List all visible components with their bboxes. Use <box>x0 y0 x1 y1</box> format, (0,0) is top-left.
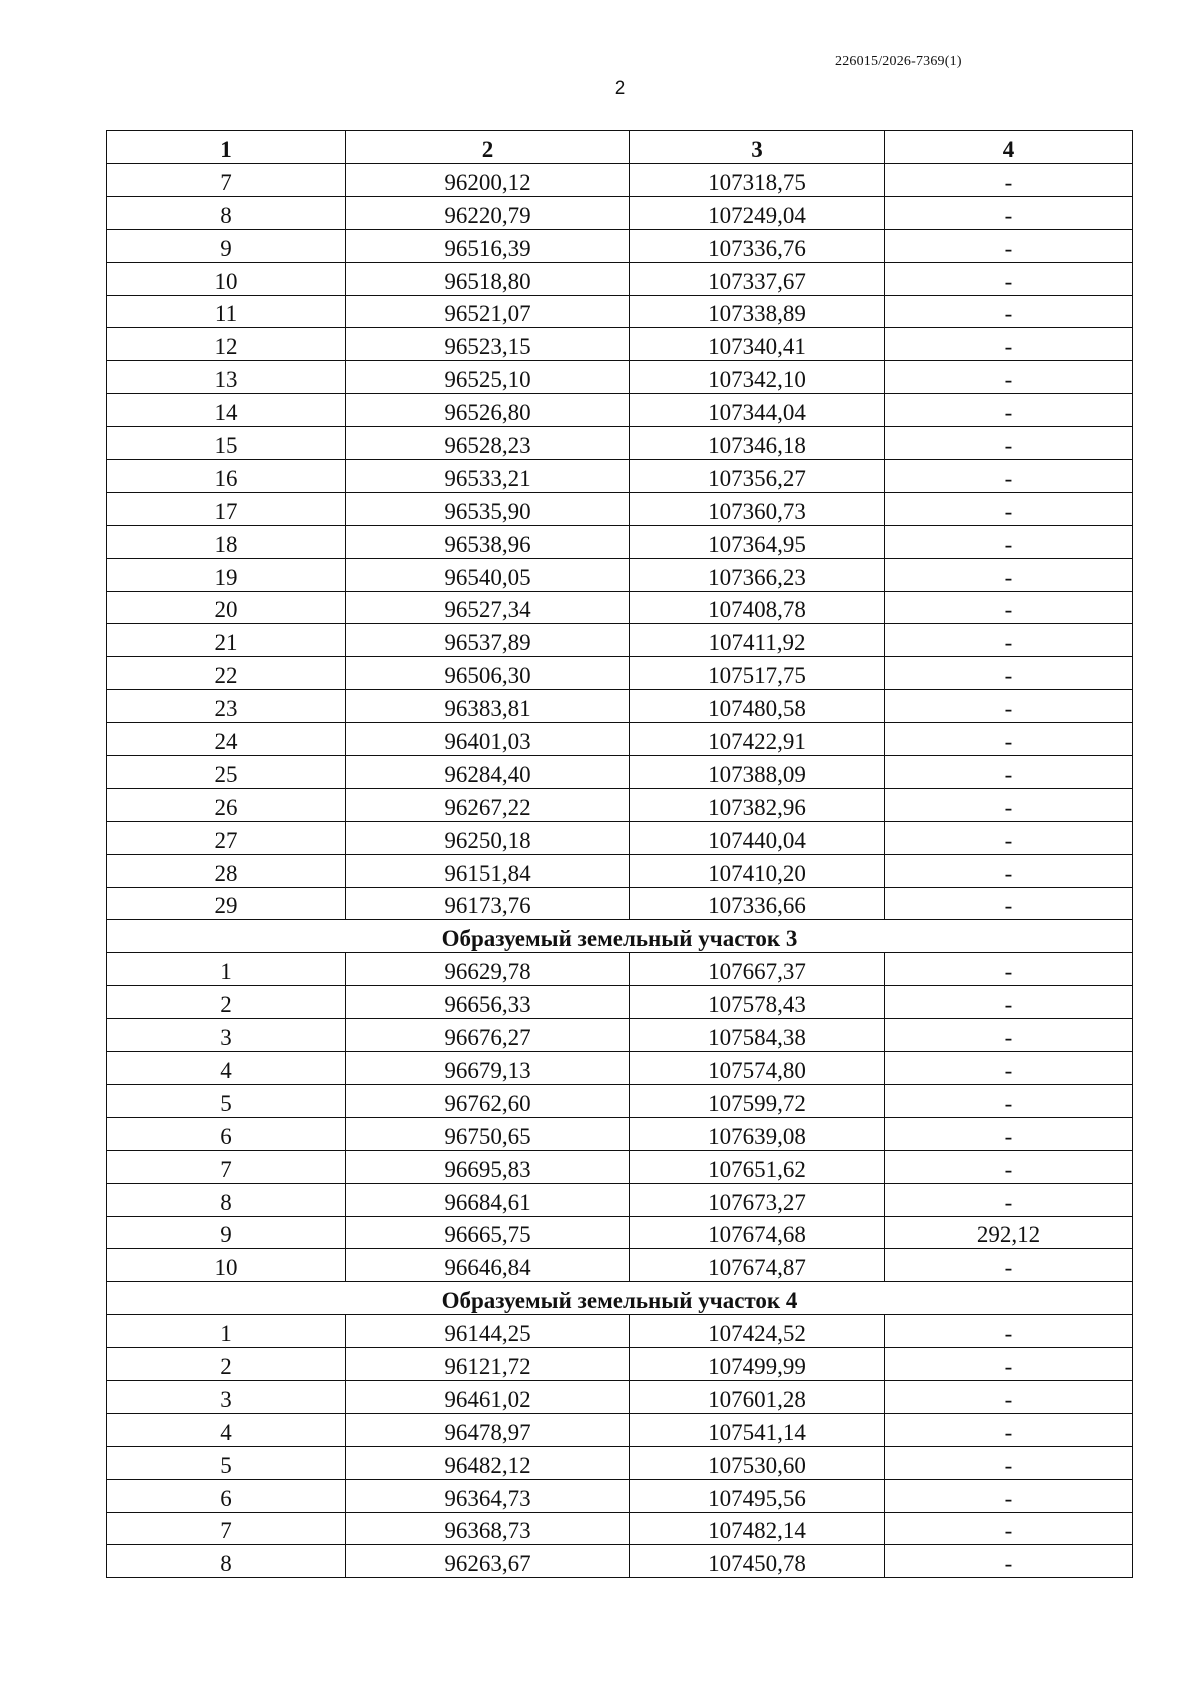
x-coordinate-cell: 96695,83 <box>346 1150 630 1183</box>
x-coordinate-cell: 96478,97 <box>346 1413 630 1446</box>
point-number-cell: 6 <box>107 1479 346 1512</box>
point-number-cell: 7 <box>107 1512 346 1545</box>
point-number-cell: 1 <box>107 953 346 986</box>
value-cell: - <box>885 1348 1133 1381</box>
value-cell: - <box>885 1150 1133 1183</box>
section-header-row <box>107 920 1133 953</box>
x-coordinate-cell: 96461,02 <box>346 1380 630 1413</box>
x-coordinate-cell: 96220,79 <box>346 196 630 229</box>
point-number-cell: 29 <box>107 887 346 920</box>
y-coordinate-cell: 107249,04 <box>630 196 885 229</box>
x-coordinate-cell: 96538,96 <box>346 525 630 558</box>
value-cell: - <box>885 1413 1133 1446</box>
y-coordinate-cell: 107599,72 <box>630 1084 885 1117</box>
point-number-cell: 3 <box>107 1019 346 1052</box>
table-row <box>107 196 1133 229</box>
table-row <box>107 1315 1133 1348</box>
y-coordinate-cell: 107517,75 <box>630 657 885 690</box>
table-row <box>107 887 1133 920</box>
y-coordinate-cell: 107424,52 <box>630 1315 885 1348</box>
table-row <box>107 1348 1133 1381</box>
y-coordinate-cell: 107674,87 <box>630 1249 885 1282</box>
table-row <box>107 1413 1133 1446</box>
point-number-cell: 20 <box>107 591 346 624</box>
x-coordinate-cell: 96144,25 <box>346 1315 630 1348</box>
y-coordinate-cell: 107318,75 <box>630 164 885 197</box>
x-coordinate-cell: 96263,67 <box>346 1545 630 1578</box>
point-number-cell: 16 <box>107 460 346 493</box>
table-row <box>107 1446 1133 1479</box>
y-coordinate-cell: 107480,58 <box>630 690 885 723</box>
page-number: 2 <box>614 78 626 99</box>
y-coordinate-cell: 107336,76 <box>630 229 885 262</box>
y-coordinate-cell: 107356,27 <box>630 460 885 493</box>
point-number-cell: 14 <box>107 394 346 427</box>
table-row <box>107 361 1133 394</box>
value-cell: - <box>885 361 1133 394</box>
point-number-cell: 8 <box>107 1545 346 1578</box>
y-coordinate-cell: 107574,80 <box>630 1052 885 1085</box>
table-row <box>107 394 1133 427</box>
table-header <box>107 131 1133 164</box>
y-coordinate-cell: 107344,04 <box>630 394 885 427</box>
table-row <box>107 1545 1133 1578</box>
table-row <box>107 1084 1133 1117</box>
value-cell: 292,12 <box>885 1216 1133 1249</box>
point-number-cell: 26 <box>107 788 346 821</box>
point-number-cell: 8 <box>107 196 346 229</box>
x-coordinate-cell: 96121,72 <box>346 1348 630 1381</box>
y-coordinate-cell: 107578,43 <box>630 986 885 1019</box>
section-title: Образуемый земельный участок 3 <box>107 920 1133 953</box>
x-coordinate-cell: 96646,84 <box>346 1249 630 1282</box>
table-row <box>107 427 1133 460</box>
table-row <box>107 1183 1133 1216</box>
section-title: Образуемый земельный участок 4 <box>107 1282 1133 1315</box>
y-coordinate-cell: 107584,38 <box>630 1019 885 1052</box>
point-number-cell: 22 <box>107 657 346 690</box>
x-coordinate-cell: 96173,76 <box>346 887 630 920</box>
table-row <box>107 953 1133 986</box>
y-coordinate-cell: 107360,73 <box>630 492 885 525</box>
point-number-cell: 6 <box>107 1117 346 1150</box>
point-number-cell: 21 <box>107 624 346 657</box>
table-row <box>107 229 1133 262</box>
header-row <box>107 131 1133 164</box>
value-cell: - <box>885 558 1133 591</box>
y-coordinate-cell: 107337,67 <box>630 262 885 295</box>
x-coordinate-cell: 96482,12 <box>346 1446 630 1479</box>
table-row <box>107 558 1133 591</box>
point-number-cell: 5 <box>107 1084 346 1117</box>
y-coordinate-cell: 107530,60 <box>630 1446 885 1479</box>
table-row <box>107 328 1133 361</box>
document-number: 226015/2026-7369(1) <box>835 54 962 69</box>
y-coordinate-cell: 107450,78 <box>630 1545 885 1578</box>
x-coordinate-cell: 96679,13 <box>346 1052 630 1085</box>
value-cell: - <box>885 460 1133 493</box>
table-row <box>107 854 1133 887</box>
y-coordinate-cell: 107673,27 <box>630 1183 885 1216</box>
point-number-cell: 28 <box>107 854 346 887</box>
column-header-3: 3 <box>630 131 885 164</box>
table-row <box>107 525 1133 558</box>
table-row <box>107 262 1133 295</box>
value-cell: - <box>885 1545 1133 1578</box>
table-row <box>107 1216 1133 1249</box>
x-coordinate-cell: 96762,60 <box>346 1084 630 1117</box>
table-row <box>107 164 1133 197</box>
value-cell: - <box>885 788 1133 821</box>
x-coordinate-cell: 96200,12 <box>346 164 630 197</box>
x-coordinate-cell: 96506,30 <box>346 657 630 690</box>
x-coordinate-cell: 96401,03 <box>346 723 630 756</box>
column-header-2: 2 <box>346 131 630 164</box>
table-row <box>107 1052 1133 1085</box>
y-coordinate-cell: 107422,91 <box>630 723 885 756</box>
y-coordinate-cell: 107541,14 <box>630 1413 885 1446</box>
x-coordinate-cell: 96676,27 <box>346 1019 630 1052</box>
table-row <box>107 1512 1133 1545</box>
table-row <box>107 723 1133 756</box>
value-cell: - <box>885 394 1133 427</box>
x-coordinate-cell: 96537,89 <box>346 624 630 657</box>
value-cell: - <box>885 986 1133 1019</box>
x-coordinate-cell: 96267,22 <box>346 788 630 821</box>
table-row <box>107 1380 1133 1413</box>
point-number-cell: 2 <box>107 1348 346 1381</box>
table-row <box>107 591 1133 624</box>
point-number-cell: 4 <box>107 1413 346 1446</box>
x-coordinate-cell: 96525,10 <box>346 361 630 394</box>
x-coordinate-cell: 96527,34 <box>346 591 630 624</box>
y-coordinate-cell: 107410,20 <box>630 854 885 887</box>
y-coordinate-cell: 107411,92 <box>630 624 885 657</box>
y-coordinate-cell: 107499,99 <box>630 1348 885 1381</box>
value-cell: - <box>885 756 1133 789</box>
value-cell: - <box>885 295 1133 328</box>
value-cell: - <box>885 229 1133 262</box>
x-coordinate-cell: 96526,80 <box>346 394 630 427</box>
x-coordinate-cell: 96528,23 <box>346 427 630 460</box>
x-coordinate-cell: 96629,78 <box>346 953 630 986</box>
point-number-cell: 5 <box>107 1446 346 1479</box>
value-cell: - <box>885 657 1133 690</box>
x-coordinate-cell: 96151,84 <box>346 854 630 887</box>
table-row <box>107 1117 1133 1150</box>
value-cell: - <box>885 1315 1133 1348</box>
point-number-cell: 12 <box>107 328 346 361</box>
y-coordinate-cell: 107667,37 <box>630 953 885 986</box>
y-coordinate-cell: 107495,56 <box>630 1479 885 1512</box>
y-coordinate-cell: 107346,18 <box>630 427 885 460</box>
y-coordinate-cell: 107338,89 <box>630 295 885 328</box>
value-cell: - <box>885 1052 1133 1085</box>
x-coordinate-cell: 96368,73 <box>346 1512 630 1545</box>
table-row <box>107 690 1133 723</box>
table-row <box>107 986 1133 1019</box>
y-coordinate-cell: 107340,41 <box>630 328 885 361</box>
y-coordinate-cell: 107336,66 <box>630 887 885 920</box>
value-cell: - <box>885 854 1133 887</box>
y-coordinate-cell: 107366,23 <box>630 558 885 591</box>
value-cell: - <box>885 196 1133 229</box>
table-row <box>107 821 1133 854</box>
y-coordinate-cell: 107364,95 <box>630 525 885 558</box>
point-number-cell: 7 <box>107 164 346 197</box>
value-cell: - <box>885 624 1133 657</box>
x-coordinate-cell: 96684,61 <box>346 1183 630 1216</box>
value-cell: - <box>885 427 1133 460</box>
table-row <box>107 295 1133 328</box>
value-cell: - <box>885 1479 1133 1512</box>
y-coordinate-cell: 107601,28 <box>630 1380 885 1413</box>
x-coordinate-cell: 96665,75 <box>346 1216 630 1249</box>
value-cell: - <box>885 1117 1133 1150</box>
table-row <box>107 756 1133 789</box>
value-cell: - <box>885 1183 1133 1216</box>
coordinates-table <box>106 130 1133 1578</box>
value-cell: - <box>885 1084 1133 1117</box>
y-coordinate-cell: 107639,08 <box>630 1117 885 1150</box>
y-coordinate-cell: 107408,78 <box>630 591 885 624</box>
point-number-cell: 8 <box>107 1183 346 1216</box>
point-number-cell: 7 <box>107 1150 346 1183</box>
table-row <box>107 1479 1133 1512</box>
table-body <box>107 164 1133 1578</box>
value-cell: - <box>885 525 1133 558</box>
point-number-cell: 9 <box>107 1216 346 1249</box>
y-coordinate-cell: 107388,09 <box>630 756 885 789</box>
point-number-cell: 4 <box>107 1052 346 1085</box>
table-row <box>107 624 1133 657</box>
y-coordinate-cell: 107674,68 <box>630 1216 885 1249</box>
point-number-cell: 23 <box>107 690 346 723</box>
y-coordinate-cell: 107342,10 <box>630 361 885 394</box>
x-coordinate-cell: 96518,80 <box>346 262 630 295</box>
table-row <box>107 492 1133 525</box>
table-row <box>107 1019 1133 1052</box>
y-coordinate-cell: 107482,14 <box>630 1512 885 1545</box>
y-coordinate-cell: 107440,04 <box>630 821 885 854</box>
section-header-row <box>107 1282 1133 1315</box>
table-row <box>107 788 1133 821</box>
value-cell: - <box>885 1512 1133 1545</box>
table-row <box>107 1150 1133 1183</box>
point-number-cell: 10 <box>107 262 346 295</box>
x-coordinate-cell: 96535,90 <box>346 492 630 525</box>
point-number-cell: 1 <box>107 1315 346 1348</box>
point-number-cell: 11 <box>107 295 346 328</box>
x-coordinate-cell: 96516,39 <box>346 229 630 262</box>
table-row <box>107 460 1133 493</box>
x-coordinate-cell: 96656,33 <box>346 986 630 1019</box>
value-cell: - <box>885 1446 1133 1479</box>
x-coordinate-cell: 96250,18 <box>346 821 630 854</box>
point-number-cell: 13 <box>107 361 346 394</box>
column-header-4: 4 <box>885 131 1133 164</box>
y-coordinate-cell: 107651,62 <box>630 1150 885 1183</box>
value-cell: - <box>885 1380 1133 1413</box>
x-coordinate-cell: 96750,65 <box>346 1117 630 1150</box>
point-number-cell: 2 <box>107 986 346 1019</box>
value-cell: - <box>885 328 1133 361</box>
x-coordinate-cell: 96523,15 <box>346 328 630 361</box>
x-coordinate-cell: 96284,40 <box>346 756 630 789</box>
point-number-cell: 25 <box>107 756 346 789</box>
point-number-cell: 10 <box>107 1249 346 1282</box>
point-number-cell: 24 <box>107 723 346 756</box>
point-number-cell: 18 <box>107 525 346 558</box>
x-coordinate-cell: 96521,07 <box>346 295 630 328</box>
x-coordinate-cell: 96383,81 <box>346 690 630 723</box>
x-coordinate-cell: 96540,05 <box>346 558 630 591</box>
point-number-cell: 27 <box>107 821 346 854</box>
value-cell: - <box>885 492 1133 525</box>
value-cell: - <box>885 262 1133 295</box>
table-row <box>107 657 1133 690</box>
column-header-1: 1 <box>107 131 346 164</box>
value-cell: - <box>885 164 1133 197</box>
point-number-cell: 17 <box>107 492 346 525</box>
y-coordinate-cell: 107382,96 <box>630 788 885 821</box>
point-number-cell: 15 <box>107 427 346 460</box>
value-cell: - <box>885 591 1133 624</box>
x-coordinate-cell: 96533,21 <box>346 460 630 493</box>
value-cell: - <box>885 723 1133 756</box>
value-cell: - <box>885 690 1133 723</box>
value-cell: - <box>885 1249 1133 1282</box>
point-number-cell: 3 <box>107 1380 346 1413</box>
value-cell: - <box>885 953 1133 986</box>
value-cell: - <box>885 1019 1133 1052</box>
x-coordinate-cell: 96364,73 <box>346 1479 630 1512</box>
value-cell: - <box>885 821 1133 854</box>
value-cell: - <box>885 887 1133 920</box>
point-number-cell: 9 <box>107 229 346 262</box>
table-row <box>107 1249 1133 1282</box>
point-number-cell: 19 <box>107 558 346 591</box>
